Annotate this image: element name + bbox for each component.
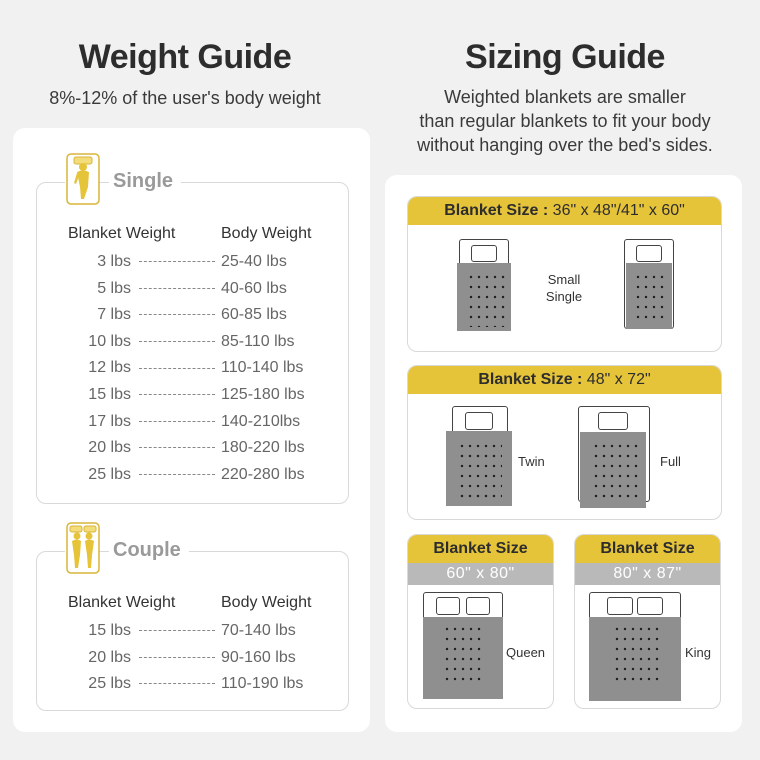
table-row: 10 lbs 85-110 lbs <box>88 332 295 350</box>
table-row: 17 lbs 140-210lbs <box>88 412 301 430</box>
weight-guide-subtitle: 8%-12% of the user's body weight <box>49 88 321 108</box>
couple-weight-table <box>69 618 339 698</box>
table-row: 7 lbs 60-85 lbs <box>97 306 287 324</box>
single-weight-table <box>69 249 339 488</box>
pillow-icon <box>637 597 663 615</box>
size-banner: Blanket Size <box>408 535 553 563</box>
size-banner: Blanket Size : 48" x 72" <box>408 366 721 394</box>
sizing-guide-subtitle: Weighted blankets are smaller than regular blankets to fit your body without hanging over the bed's sides. <box>417 87 713 155</box>
table-row: 12 lbs 110-140 lbs <box>88 359 304 377</box>
bed-size-label: Twin <box>518 454 545 469</box>
table-row: 20 lbs 180-220 lbs <box>88 439 305 457</box>
weight-guide-title: Weight Guide <box>78 38 292 76</box>
table-row: 3 lbs 25-40 lbs <box>97 253 287 270</box>
couple-col-blanket-weight: Blanket Weight <box>68 594 176 611</box>
couple-col-body-weight: Body Weight <box>221 594 312 611</box>
size-card-small-single <box>407 196 722 352</box>
table-row: 25 lbs 110-190 lbs <box>88 675 304 693</box>
single-col-body-weight: Body Weight <box>221 225 312 242</box>
pillow-icon <box>436 597 460 615</box>
size-banner: Blanket Size : 36" x 48"/41" x 60" <box>408 197 721 225</box>
bed-size-label: King <box>685 645 712 660</box>
pillow-icon <box>636 245 662 262</box>
table-row: 5 lbs 40-60 lbs <box>97 279 287 297</box>
pillow-icon <box>607 597 633 615</box>
table-row: 20 lbs 90-160 lbs <box>88 648 296 666</box>
pillow-icon <box>598 412 628 430</box>
size-banner: Blanket Size <box>575 535 720 563</box>
weight-guide-panel <box>13 128 370 732</box>
table-row: 15 lbs 70-140 lbs <box>88 622 296 639</box>
sizing-guide-title: Sizing Guide <box>465 38 665 76</box>
couple-sleeping-icon <box>66 522 100 574</box>
pillow-icon <box>465 412 493 430</box>
bed-size-label: Full <box>660 454 681 469</box>
table-row: 15 lbs 125-180 lbs <box>88 385 305 403</box>
size-card-twin-full <box>407 365 722 520</box>
single-person-sleeping-icon <box>66 153 100 205</box>
couple-label: Couple <box>109 539 189 562</box>
bed-size-label: Small Single <box>545 272 583 304</box>
single-label: Single <box>109 170 181 193</box>
size-sub-banner: 80" x 87" <box>575 563 720 585</box>
sizing-guide-panel <box>385 175 742 732</box>
pillow-icon <box>466 597 490 615</box>
size-card-queen <box>407 534 554 709</box>
pillow-icon <box>471 245 497 262</box>
table-row: 25 lbs 220-280 lbs <box>88 465 305 483</box>
single-col-blanket-weight: Blanket Weight <box>68 225 176 242</box>
size-card-king <box>574 534 721 709</box>
size-sub-banner: 60" x 80" <box>408 563 553 585</box>
bed-size-label: Queen <box>506 645 546 660</box>
